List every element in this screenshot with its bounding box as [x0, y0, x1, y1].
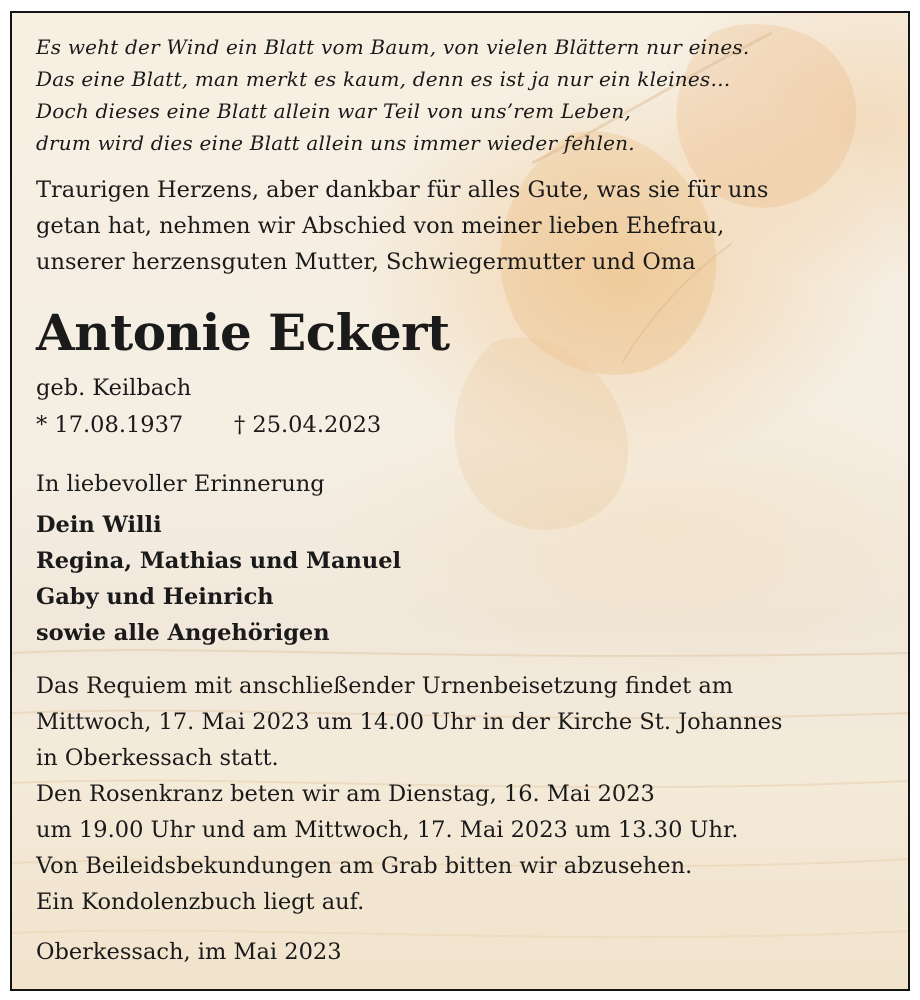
service-detail-line: in Oberkessach statt. [36, 745, 279, 771]
life-dates [36, 412, 382, 438]
mourner-name: Regina, Mathias und Manuel [36, 548, 402, 574]
service-detail-line: Den Rosenkranz beten wir am Dienstag, 16. Mai 2023 [36, 781, 655, 807]
death-date: † 25.04.2023 [234, 412, 382, 438]
place-date: Oberkessach, im Mai 2023 [36, 939, 342, 965]
service-detail-line: um 19.00 Uhr und am Mittwoch, 17. Mai 2023 um 13.30 Uhr. [36, 817, 739, 843]
intro-line: getan hat, nehmen wir Abschied von meiner lieben Ehefrau, [36, 213, 725, 239]
service-detail-line: Das Requiem mit anschließender Urnenbeisetzung findet am [36, 673, 734, 699]
birth-date: * 17.08.1937 [36, 412, 184, 438]
mourner-name: Dein Willi [36, 512, 162, 538]
intro-line: unserer herzensguten Mutter, Schwiegermutter und Oma [36, 249, 696, 275]
service-detail-line: Mittwoch, 17. Mai 2023 um 14.00 Uhr in der Kirche St. Johannes [36, 709, 783, 735]
poem-line: Doch dieses eine Blatt allein war Teil von uns’rem Leben, [36, 99, 632, 123]
service-detail-line: Von Beileidsbekundungen am Grab bitten wir abzusehen. [36, 853, 693, 879]
maiden-name: geb. Keilbach [36, 375, 192, 401]
deceased-name: Antonie Eckert [36, 303, 450, 362]
poem-line: Es weht der Wind ein Blatt vom Baum, von vielen Blättern nur eines. [36, 35, 750, 59]
poem-line: drum wird dies eine Blatt allein uns immer wieder fehlen. [36, 131, 635, 155]
poem-line: Das eine Blatt, man merkt es kaum, denn es ist ja nur ein kleines… [36, 67, 731, 91]
memory-label: In liebevoller Erinnerung [36, 471, 325, 497]
mourner-name: Gaby und Heinrich [36, 584, 274, 610]
mourner-name: sowie alle Angehörigen [36, 620, 330, 646]
service-detail-line: Ein Kondolenzbuch liegt auf. [36, 889, 365, 915]
intro-line: Traurigen Herzens, aber dankbar für alles Gute, was sie für uns [36, 177, 769, 203]
obituary-notice [10, 11, 910, 991]
